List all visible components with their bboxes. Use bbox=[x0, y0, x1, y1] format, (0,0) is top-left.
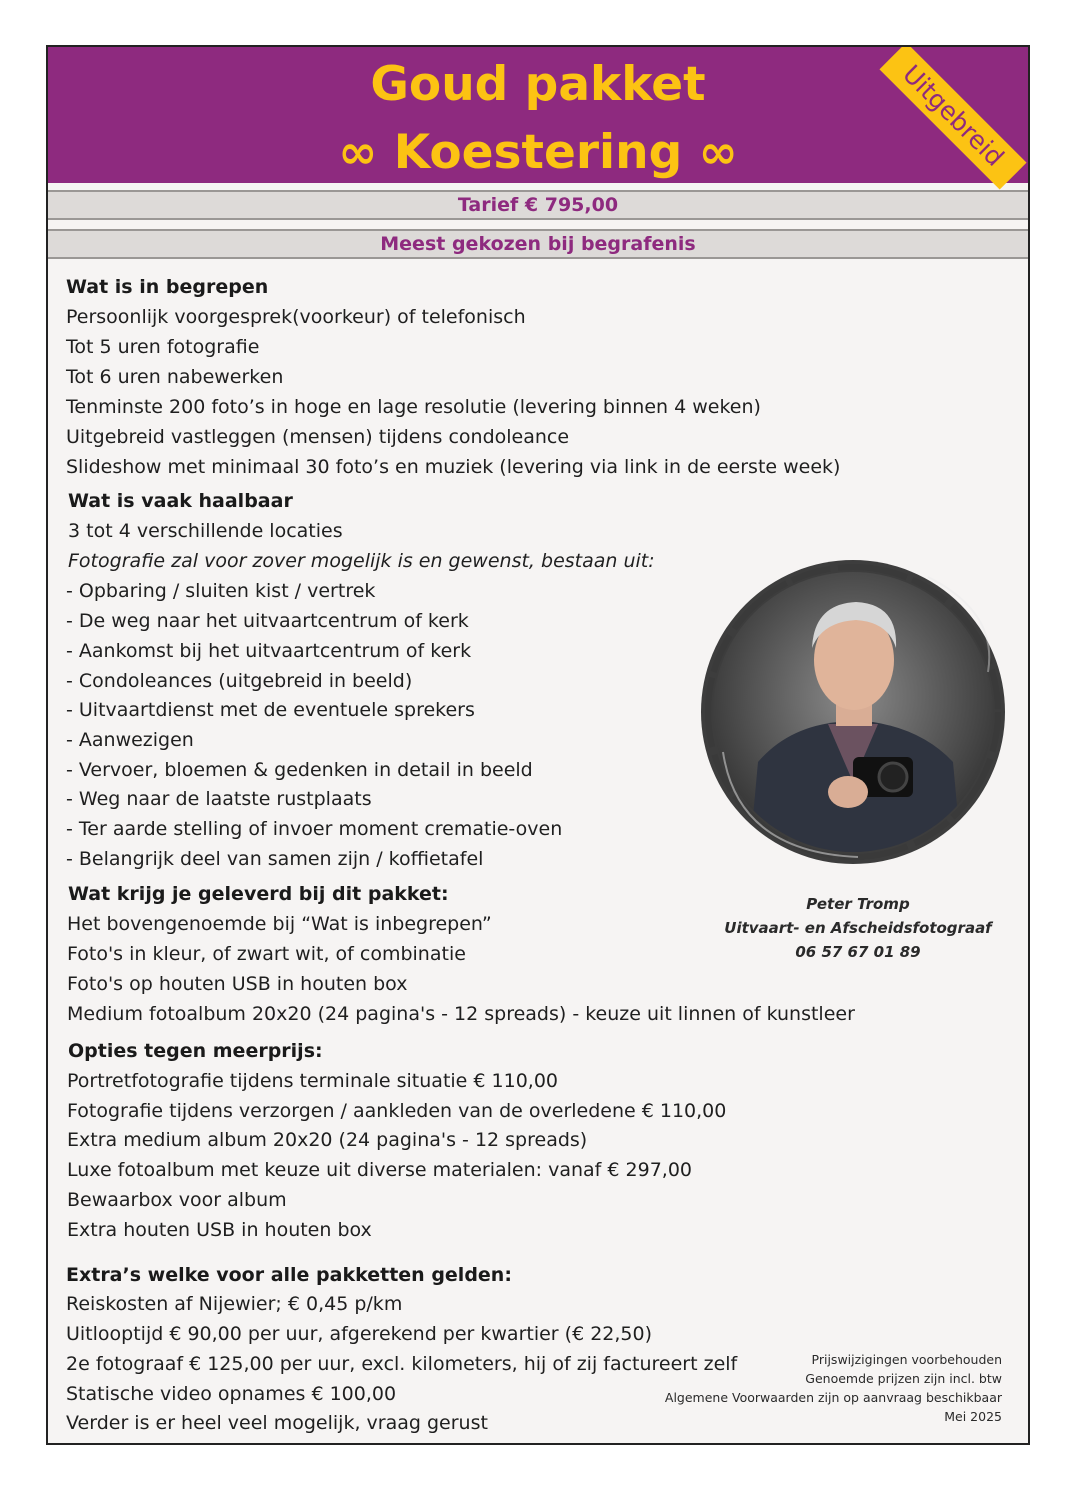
package-title: Goud pakket bbox=[370, 57, 706, 112]
list-item: Persoonlijk voorgesprek(voorkeur) of telefonisch bbox=[66, 306, 526, 328]
list-item: Reiskosten af Nijewier; € 0,45 p/km bbox=[66, 1293, 403, 1315]
list-item: - Aankomst bij het uitvaartcentrum of kerk bbox=[66, 640, 472, 662]
list-item: - De weg naar het uitvaartcentrum of kerk bbox=[66, 610, 469, 632]
list-item: - Aanwezigen bbox=[66, 729, 194, 751]
footnote: Prijswijzigingen voorbehouden bbox=[811, 1352, 1002, 1367]
list-item: Verder is er heel veel mogelijk, vraag gerust bbox=[66, 1412, 488, 1434]
uitgebreid-ribbon: Uitgebreid bbox=[879, 45, 1026, 190]
list-item: Fotografie tijdens verzorgen / aankleden van de overledene € 110,00 bbox=[67, 1100, 727, 1122]
list-item: Portretfotografie tijdens terminale situatie € 110,00 bbox=[67, 1070, 559, 1092]
list-item: - Opbaring / sluiten kist / vertrek bbox=[66, 580, 376, 602]
list-item: 2e fotograaf € 125,00 per uur, excl. kilometers, hij of zij factureert zelf bbox=[66, 1353, 738, 1375]
list-item: Foto's op houten USB in houten box bbox=[67, 973, 408, 995]
achievable-intro: 3 tot 4 verschillende locaties bbox=[68, 520, 343, 542]
list-item: Tot 5 uren fotografie bbox=[66, 336, 260, 358]
list-item: Statische video opnames € 100,00 bbox=[66, 1383, 397, 1405]
list-item: - Ter aarde stelling of invoer moment crematie-oven bbox=[66, 818, 563, 840]
list-item: Het bovengenoemde bij “Wat is inbegrepen” bbox=[67, 913, 492, 935]
footnote: Genoemde prijzen zijn incl. btw bbox=[805, 1371, 1002, 1386]
list-item: Extra houten USB in houten box bbox=[67, 1219, 372, 1241]
list-item: Luxe fotoalbum met keuze uit diverse materialen: vanaf € 297,00 bbox=[67, 1159, 692, 1181]
list-item: - Weg naar de laatste rustplaats bbox=[66, 788, 372, 810]
options-heading: Opties tegen meerprijs: bbox=[68, 1040, 323, 1062]
list-item: Foto's in kleur, of zwart wit, of combinatie bbox=[67, 943, 466, 965]
footnote: Mei 2025 bbox=[944, 1409, 1002, 1424]
photographer-role: Uitvaart- en Afscheidsfotograaf bbox=[724, 919, 992, 937]
list-item: Slideshow met minimaal 30 foto’s en muziek (levering via link in de eerste week) bbox=[66, 456, 841, 478]
footnote: Algemene Voorwaarden zijn op aanvraag beschikbaar bbox=[664, 1390, 1002, 1405]
list-item: - Uitvaartdienst met de eventuele sprekers bbox=[66, 699, 475, 721]
list-item: Tot 6 uren nabewerken bbox=[66, 366, 284, 388]
package-subtitle: ∞ Koestering ∞ bbox=[338, 125, 738, 180]
list-item: - Vervoer, bloemen & gedenken in detail in beeld bbox=[66, 759, 533, 781]
price-sheet bbox=[46, 45, 1030, 1445]
list-item: Extra medium album 20x20 (24 pagina's - 12 spreads) bbox=[67, 1129, 588, 1151]
list-item: Uitgebreid vastleggen (mensen) tijdens condoleance bbox=[66, 426, 570, 448]
achievable-note: Fotografie zal voor zover mogelijk is en gewenst, bestaan uit: bbox=[68, 550, 655, 572]
extras-heading: Extra’s welke voor alle pakketten gelden: bbox=[66, 1264, 512, 1286]
photographer-portrait bbox=[698, 552, 1008, 872]
list-item: - Condoleances (uitgebreid in beeld) bbox=[66, 670, 413, 692]
delivered-heading: Wat krijg je geleverd bij dit pakket: bbox=[68, 883, 449, 905]
list-item: Medium fotoalbum 20x20 (24 pagina's - 12 spreads) - keuze uit linnen of kunstleer bbox=[67, 1003, 855, 1025]
photographer-phone: 06 57 67 01 89 bbox=[795, 943, 921, 961]
list-item: Bewaarbox voor album bbox=[67, 1189, 287, 1211]
list-item: - Belangrijk deel van samen zijn / koffietafel bbox=[66, 848, 484, 870]
tagline-band: Meest gekozen bij begrafenis bbox=[48, 229, 1028, 259]
photographer-name: Peter Tromp bbox=[806, 895, 910, 913]
achievable-heading: Wat is vaak haalbaar bbox=[68, 490, 293, 512]
included-heading: Wat is in begrepen bbox=[66, 276, 269, 298]
price-band: Tarief € 795,00 bbox=[48, 190, 1028, 220]
list-item: Tenminste 200 foto’s in hoge en lage resolutie (levering binnen 4 weken) bbox=[66, 396, 761, 418]
list-item: Uitlooptijd € 90,00 per uur, afgerekend per kwartier (€ 22,50) bbox=[66, 1323, 653, 1345]
